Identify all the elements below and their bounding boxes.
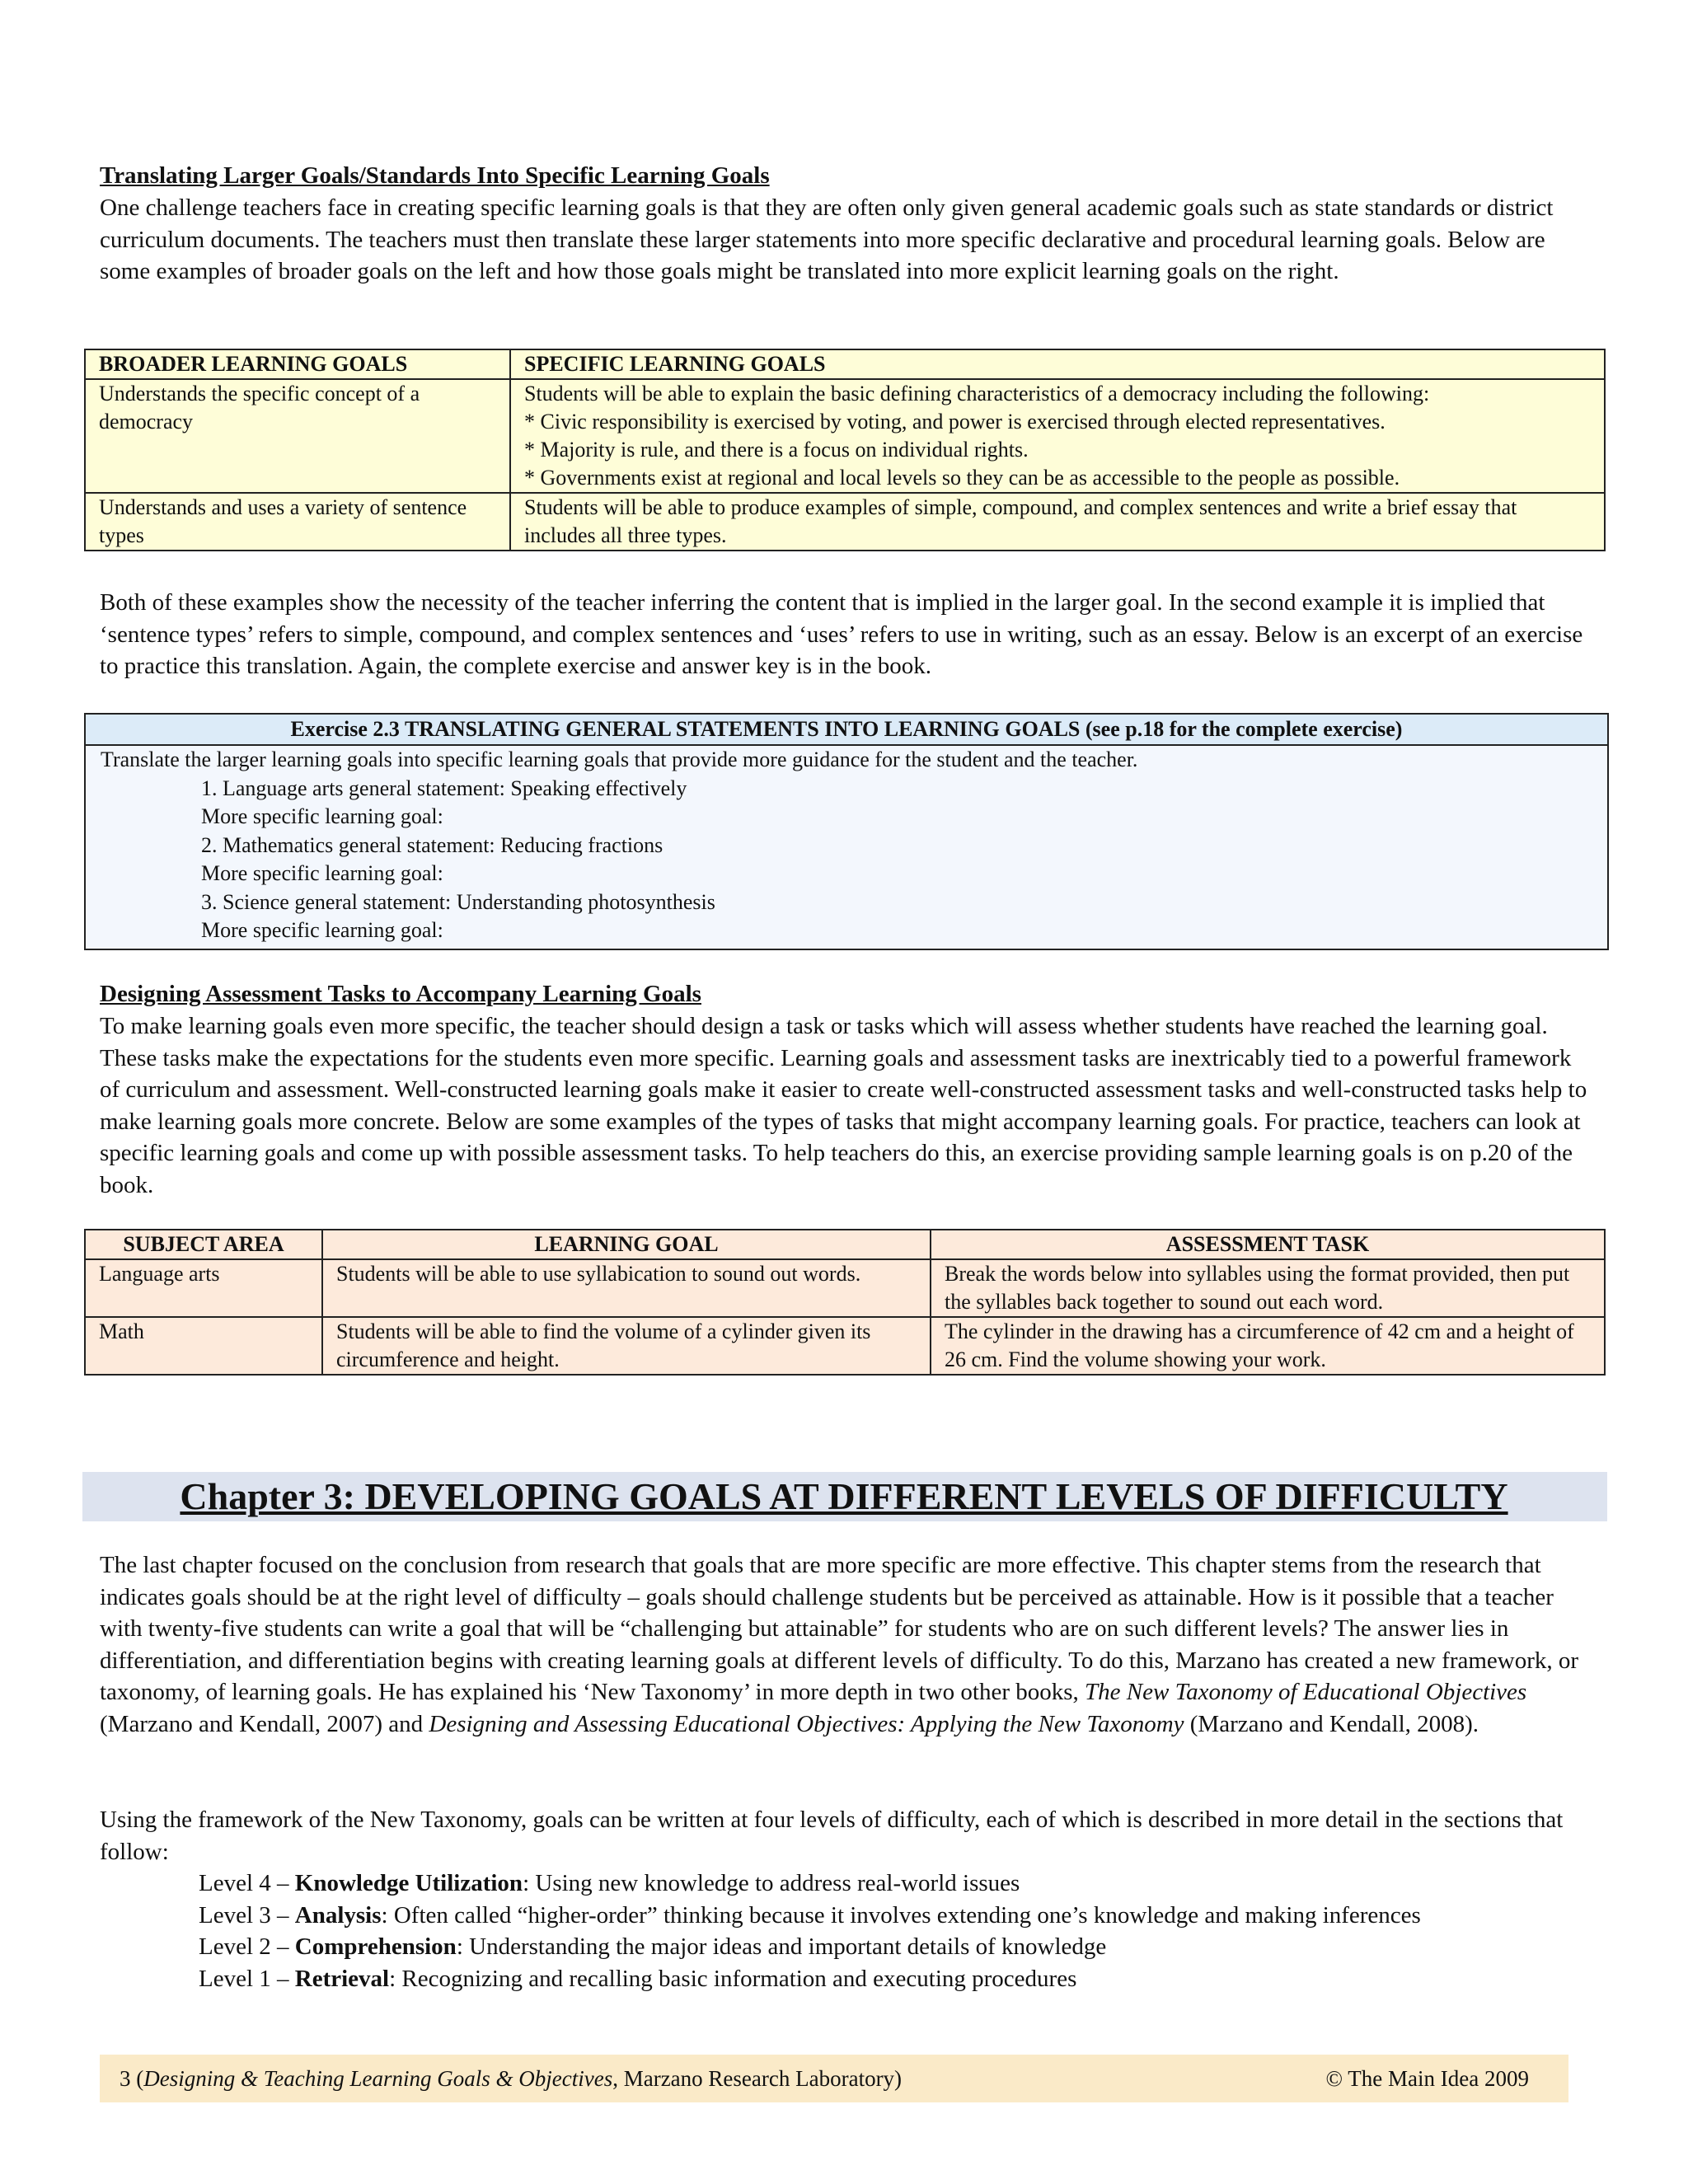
table-cell-subject: Language arts: [85, 1259, 322, 1317]
table-cell-broad: Understands and uses a variety of sentence types: [85, 493, 510, 551]
specific-line: Students will be able to produce examples of simple, compound, and complex sentences and write a brief essay that includes all three types.: [524, 495, 1517, 547]
chapter-paragraph-1: [100, 1549, 1588, 1740]
level-name: Comprehension: [294, 1933, 457, 1960]
table-header-cell: LEARNING GOAL: [322, 1230, 931, 1259]
table-cell-broad: Understands the specific concept of a democracy: [85, 379, 510, 493]
table-cell-task: The cylinder in the drawing has a circumference of 42 cm and a height of 26 cm. Find the volume showing your work.: [931, 1317, 1605, 1375]
specific-line: * Civic responsibility is exercised by voting, and power is exercised through elected representatives.: [524, 410, 1386, 434]
level-name: Retrieval: [294, 1965, 390, 1992]
level-desc: : Understanding the major ideas and important details of knowledge: [456, 1933, 1107, 1960]
section-paragraph-designing: To make learning goals even more specific, the teacher should design a task or tasks which will assess whether students have reached the learning goal. These tasks make the expectations for the students even more specific. Learning goals and assessment tasks are inextricably tied to a powerful framework of curriculum and assessment. Well-constructed learning goals make it easier to create well-constructed assessment tasks and well-constructed tasks help to make learning goals more concrete. Below are some examples of the types of tasks that might accompany learning goals. For practice, teachers can look at specific learning goals and come up with possible assessment tasks. To help teachers do this, an exercise providing sample learning goals is on p.20 of the book.: [100, 1013, 1587, 1198]
table-cell-subject: Math: [85, 1317, 322, 1375]
table-cell-task: Break the words below into syllables using the format provided, then put the syllables back together to sound out each word.: [931, 1259, 1605, 1317]
chapter-text: (Marzano and Kendall, 2007) and: [100, 1710, 429, 1737]
table-row: [85, 379, 1605, 493]
section-heading-translating: Translating Larger Goals/Standards Into Specific Learning Goals: [100, 162, 770, 189]
level-desc: : Using new knowledge to address real-world issues: [523, 1870, 1020, 1896]
exercise-item: 2. Mathematics general statement: Reducing fractions: [201, 832, 663, 857]
chapter-text: The last chapter focused on the conclusion from research that goals that are more specific are more effective. This chapter stems from the research that indicates goals should be at the right level of difficulty – goals should challenge students but be perceived as attainable. How is it possible that a teacher with twenty-five students can write a goal that will be “challenging but attainable” for students who are on such different levels? The answer lies in differentiation, and differentiation begins with creating learning goals at different levels of difficulty. To do this, Marzano has created a new framework, or taxonomy, of learning goals. He has explained his ‘New Taxonomy’ in more depth in two other books,: [100, 1552, 1579, 1705]
levels-list: [199, 1868, 1421, 1994]
chapter-paragraph-2: Using the framework of the New Taxonomy, goals can be written at four levels of difficulty, each of which is described in more detail in the sections that follow:: [100, 1807, 1564, 1865]
chapter-title: Chapter 3: DEVELOPING GOALS AT DIFFERENT LEVELS OF DIFFICULTY: [180, 1475, 1508, 1517]
list-item: [199, 1963, 1421, 1995]
goals-table: [84, 349, 1606, 551]
page-number: 3: [120, 2066, 131, 2091]
table-header-cell: SPECIFIC LEARNING GOALS: [510, 349, 1605, 379]
book-title-2: Designing and Assessing Educational Objectives: Applying the New Taxonomy: [429, 1710, 1184, 1737]
exercise-box: [84, 713, 1609, 950]
table-header-cell: SUBJECT AREA: [85, 1230, 322, 1259]
exercise-item: More specific learning goal:: [201, 918, 443, 942]
level-desc: : Recognizing and recalling basic information and executing procedures: [389, 1965, 1077, 1992]
section-heading-designing: Designing Assessment Tasks to Accompany Learning Goals: [100, 981, 701, 1007]
table-row: [85, 493, 1605, 551]
book-title-1: The New Taxonomy of Educational Objectives: [1085, 1679, 1527, 1705]
footer-copyright: © The Main Idea 2009: [1325, 2066, 1529, 2091]
level-prefix: Level 3 –: [199, 1901, 295, 1929]
chapter-text: (Marzano and Kendall, 2008).: [1184, 1710, 1479, 1737]
table-cell-specific: [510, 493, 1605, 551]
exercise-body: [86, 746, 1607, 949]
exercise-item: More specific learning goal:: [201, 861, 443, 885]
list-item: [199, 1931, 1421, 1963]
section-paragraph-translating: One challenge teachers face in creating specific learning goals is that they are often only given general academic goals such as state standards or district curriculum documents. The teachers must then translate these larger statements into more specific declarative and procedural learning goals. Below are some examples of broader goals on the left and how those goals might be translated into more explicit learning goals on the right.: [100, 194, 1554, 284]
exercise-item: 3. Science general statement: Understanding photosynthesis: [201, 889, 715, 914]
table-cell-goal: Students will be able to use syllabication to sound out words.: [322, 1259, 931, 1317]
level-name: Analysis: [294, 1901, 382, 1929]
level-desc: : Often called “higher-order” thinking because it involves extending one’s knowledge and making inferences: [381, 1901, 1421, 1929]
level-prefix: Level 4 –: [199, 1870, 295, 1896]
assessment-table: [84, 1229, 1606, 1376]
exercise-item: More specific learning goal:: [201, 804, 443, 828]
exercise-item: 1. Language arts general statement: Speaking effectively: [201, 776, 687, 800]
footer-publisher: , Marzano Research Laboratory): [612, 2066, 903, 2091]
table-cell-specific: [510, 379, 1605, 493]
level-name: Knowledge Utilization: [294, 1870, 523, 1896]
table-header-row: [85, 349, 1605, 379]
page-footer: [100, 2055, 1568, 2102]
table-row: [85, 1317, 1605, 1375]
footer-text: (: [130, 2066, 144, 2091]
footer-book-title: Designing & Teaching Learning Goals & Objectives: [143, 2066, 613, 2091]
table-header-cell: ASSESSMENT TASK: [931, 1230, 1605, 1259]
footer-citation: [120, 2055, 902, 2102]
specific-line: * Majority is rule, and there is a focus on individual rights.: [524, 438, 1029, 462]
list-item: [199, 1900, 1421, 1932]
table-header-cell: BROADER LEARNING GOALS: [85, 349, 510, 379]
table-cell-goal: Students will be able to find the volume of a cylinder given its circumference and height.: [322, 1317, 931, 1375]
level-prefix: Level 2 –: [199, 1933, 295, 1960]
table-row: [85, 1259, 1605, 1317]
exercise-instruction: Translate the larger learning goals into specific learning goals that provide more guidance for the student and the teacher.: [101, 748, 1138, 771]
specific-line: * Governments exist at regional and local levels so they can be as accessible to the people as possible.: [524, 466, 1400, 490]
paragraph-examples: Both of these examples show the necessity of the teacher inferring the content that is implied in the larger goal. In the second example it is implied that ‘sentence types’ refers to simple, compound, and complex sentences and ‘uses’ refers to use in writing, such as an essay. Below is an excerpt of an exercise to practice this translation. Again, the complete exercise and answer key is in the book.: [100, 589, 1583, 679]
level-prefix: Level 1 –: [199, 1965, 295, 1992]
table-header-row: [85, 1230, 1605, 1259]
exercise-title: Exercise 2.3 TRANSLATING GENERAL STATEMENTS INTO LEARNING GOALS (see p.18 for the complete exercise): [86, 715, 1607, 746]
list-item: [199, 1868, 1421, 1900]
specific-line: Students will be able to explain the basic defining characteristics of a democracy including the following:: [524, 382, 1430, 405]
